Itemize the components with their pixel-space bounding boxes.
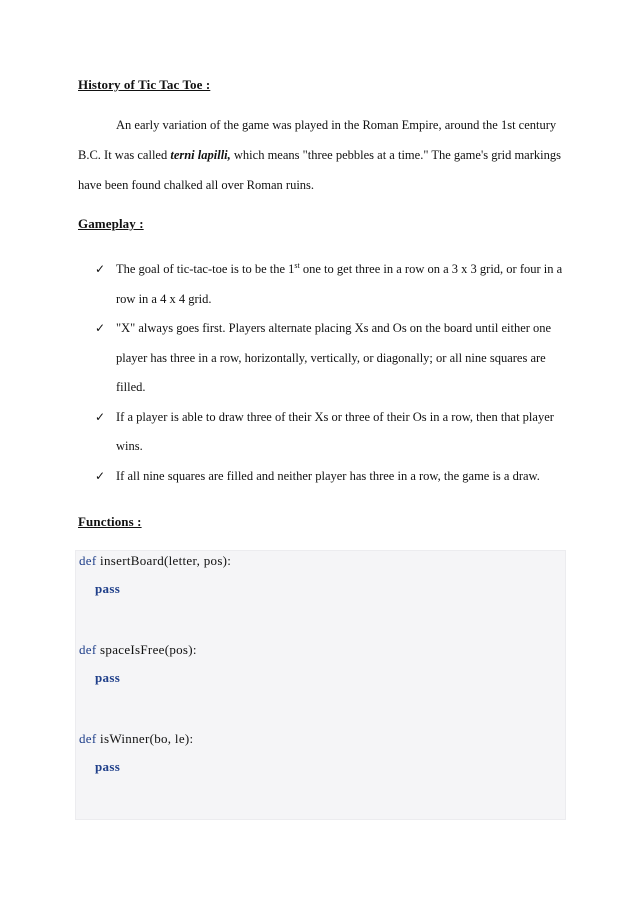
- gameplay-list: [95, 255, 565, 491]
- check-icon: ✓: [95, 409, 106, 424]
- code-line-space-is-free: def spaceIsFree(pos):: [79, 642, 197, 657]
- code-line-insert-board: def insertBoard(letter, pos):: [79, 553, 232, 568]
- code-block: [75, 550, 566, 820]
- list-item: ✓ "X" always goes first. Players alternate placing Xs and Os on the board until either one player has three in a row, horizontally, vertically, or diagonally; or all nine squares are filled.: [95, 314, 565, 403]
- code-line-is-winner: def isWinner(bo, le):: [79, 731, 194, 746]
- check-icon: ✓: [95, 468, 106, 483]
- code-pass: pass: [95, 581, 121, 596]
- list-item: ✓ If a player is able to draw three of their Xs or three of their Os in a row, then that player wins.: [95, 403, 565, 462]
- functions-heading: Functions :: [78, 514, 142, 529]
- check-icon: ✓: [95, 262, 106, 276]
- list-item: ✓ If all nine squares are filled and neither player has three in a row, the game is a draw.: [95, 462, 565, 492]
- history-text-1: An early variation of the game was played in the Roman Empire, around the 1st century B.C. It was called: [78, 118, 557, 162]
- history-heading: History of Tic Tac Toe :: [78, 77, 211, 92]
- gameplay-heading: Gameplay :: [78, 216, 144, 231]
- terni-lapilli-term: terni lapilli,: [170, 148, 231, 162]
- history-text-2: which means "three pebbles at a time." The game's grid markings have been found chalked all over Roman ruins.: [78, 148, 561, 192]
- history-paragraph: [78, 110, 564, 200]
- code-pass: pass: [95, 670, 121, 685]
- code-pass: pass: [95, 759, 121, 774]
- check-icon: ✓: [95, 321, 106, 335]
- list-item: ✓ The goal of tic-tac-toe is to be the 1st one to get three in a row on a 3 x 3 grid, or four in a row in a 4 x 4 grid.: [95, 255, 565, 314]
